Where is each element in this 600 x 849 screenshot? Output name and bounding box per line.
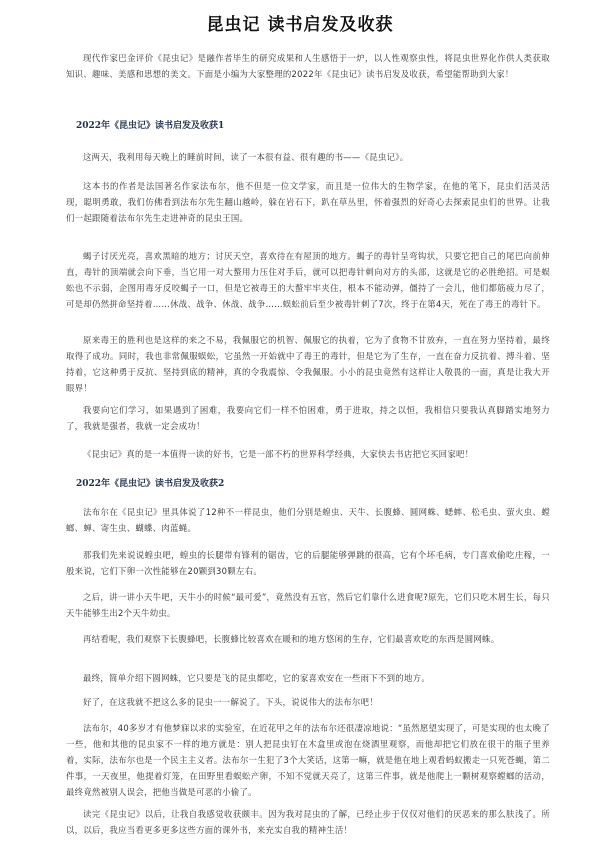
section-heading-2: 2022年《昆虫记》读书启发及收获2 xyxy=(76,479,225,489)
section2-paragraph-7: 法布尔，40多岁才有他梦寐以求的实验室，在近花甲之年的法布尔还很凄凉地说：“虽然愿望实现了，可是实现的也太晚了一些，他和其他的昆虫家不一样的地方就是：别人把昆虫钉在木盒里或泡在烧酒里观察，而他却把它们放在很干的瓶子里养着，实际，法布尔也是一个民主主义者。法布尔一生犯了3个大笑话，这第一嘛，就是他在地上观看蚂蚁搬走一只死苍蝇，第二件事，一天夜里，他提着灯笼，在田野里看蜈蚣产卵，不知不觉就天亮了，这第三件事，就是他爬上一颗树观察螳螂的活动，最终竟然被别人误会，把他当做是可恶的小偷了。 xyxy=(66,723,550,797)
section2-paragraph-1: 法布尔在《昆虫记》里具体说了12种不一样昆虫，他们分别是蝗虫、天牛、长腹蜂、圆网蛛、蟋蟀、松毛虫、萤火虫、螳螂、蝉、寄生虫、蝴蝶、肉蓝蝇。 xyxy=(66,507,550,533)
section1-paragraph-5: 我要向它们学习，如果遇到了困难，我要向它们一样不怕困难，勇于进取，持之以恒，我相信只要我认真脚踏实地努力了，我就是强者，我就一定会成功！ xyxy=(66,405,550,431)
section1-paragraph-6: 《昆虫记》真的是一本值得一读的好书，它是一部不朽的世界科学经典，大家快去书店把它买回家吧！ xyxy=(83,449,474,459)
section2-paragraph-8: 读完《昆虫记》以后，让我自我感觉收获颇丰。因为我对昆虫的了解，已经止步于仅仅对他们的厌恶来的那么肤浅了。所以，以后，我应当看更多更多这些方面的课外书，来充实自我的精神生活！ xyxy=(66,809,550,835)
section2-paragraph-3: 之后，讲一讲小天牛吧，天牛小的时候“最可爱”，竟然没有五官，然后它们靠什么进食呢?原先，它们只吃木屑生长，每只天牛能够生出2个天牛幼虫。 xyxy=(66,592,550,618)
section-heading-1: 2022年《昆虫记》读书启发及收获1 xyxy=(76,121,225,131)
section2-paragraph-2: 那我们先来说说蝗虫吧，蝗虫的长腿带有锋利的锯齿，它的后腿能够弹跳的很高，它有个坏毛病，专门喜欢偷吃庄稼，一般来说，它们下卵一次性能够在20颗到30颗左右。 xyxy=(66,550,550,576)
page-title: 昆虫记 读书启发及收获 xyxy=(206,15,394,35)
section1-paragraph-2: 这本书的作者是法国著名作家法布尔，他不但是一位文学家，而且是一位伟大的生物学家，在他的笔下，昆虫们活灵活现，聪明勇敢，我们仿佛看到法布尔先生翻山越岭，躲在岩石下，趴在草丛里，怀着强烈的好奇心去探索昆虫们的世界。让我们一起跟随着法布尔先生走进神奇的昆虫王国。 xyxy=(66,181,550,223)
section1-paragraph-3: 蝎子讨厌光亮，喜欢黑暗的地方；讨厌天空，喜欢待在有屋顶的地方。蝎子的毒针呈弯钩状，只要它把自己的尾巴向前伸直，毒针的顶端就会向下垂，当它用一对大螯用力压住对手后，就可以把毒针刺向对方的头部，这就是它的必胜绝招。可是蜈蚣也不示弱，企图用毒牙反咬蝎子一口，但是它被毒王的大螯牢牢夹住，根本不能动弹，僵持了一会儿，他们都筋疲力尽了，可是却仍然拼命坚持着……休战、战争、休战、战争……蜈蚣前后至少被毒针刺了7次，终于在第4天，死在了毒王的毒针下。 xyxy=(66,251,550,309)
section1-paragraph-4: 原来毒王的胜利也是这样的来之不易，我佩服它的机智、佩服它的执着，它为了食物不甘放弃，一直在努力坚持着，最终取得了成功。同时，我也非常佩服蜈蚣，它虽然一开始就中了毒王的毒针，但是它为了生存，一直在奋力反抗着、搏斗着、坚持着，它这种勇于反抗、坚持到底的精神，真的令我震惊、令我佩服。小小的昆虫竟然有这样让人敬畏的一面，真是让我大开眼界！ xyxy=(66,335,550,393)
section2-paragraph-6: 好了，在这我就不把这么多的昆虫一一解说了。下头，说说伟大的法布尔吧！ xyxy=(83,697,378,707)
section1-paragraph-1: 这两天，我利用每天晚上的睡前时间，读了一本很有益、很有趣的书——《昆虫记》。 xyxy=(83,152,409,162)
section2-paragraph-4: 再结看呢，我们观察下长腹蜂吧，长腹蜂比较喜欢在暖和的地方悠闲的生存，它们最喜欢吃的东西是圆网蛛。 xyxy=(83,634,500,644)
intro-paragraph: 现代作家巴金评价《昆虫记》是融作者毕生的研究成果和人生感悟于一炉，以人性观察虫性，将昆虫世界化作供人类获取知识、趣味、美感和思想的美文。下面是小编为大家整理的2022年《昆虫记》读书启发及收获，希望能帮助到大家！ xyxy=(66,53,550,79)
section2-paragraph-5: 最终，简单介绍下圆网蛛，它只要是飞的昆虫都吃，它的家喜欢安在一些雨下不到的地方。 xyxy=(83,673,430,683)
